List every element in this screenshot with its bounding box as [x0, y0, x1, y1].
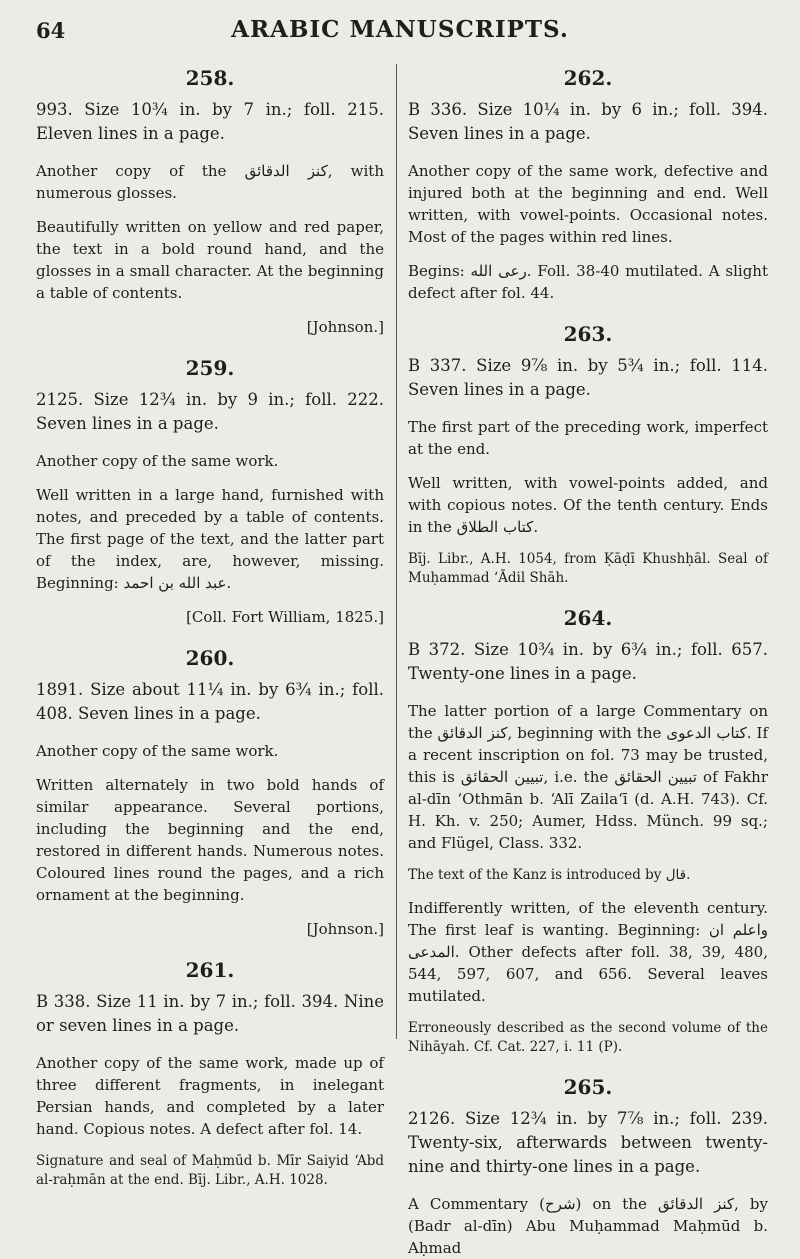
entry-note: Erroneously described as the second volume of the Nihāyah. Cf. Cat. 227, i. 11 (P). — [408, 1020, 768, 1055]
catalog-entry — [36, 958, 384, 1190]
entry-attribution: [Coll. Fort William, 1825.] — [186, 608, 384, 626]
entry-note: Signature and seal of Maḥmūd b. Mīr Saiyid ‘Abd al-raḥmān at the end. Bīj. Libr., A.H. 1028. — [36, 1153, 384, 1188]
entry-description: B 338. Size 11 in. by 7 in.; foll. 394. Nine or seven lines in a page. — [36, 992, 384, 1035]
entry-description: B 337. Size 9⅞ in. by 5¾ in.; foll. 114. Seven lines in a page. — [408, 356, 768, 399]
entry-description: 2125. Size 12¾ in. by 9 in.; foll. 222. Seven lines in a page. — [36, 390, 384, 433]
entry-description: 993. Size 10¾ in. by 7 in.; foll. 215. Eleven lines in a page. — [36, 100, 384, 143]
entry-paragraph: Written alternately in two bold hands of similar appearance. Several portions, including the beginning and the end, restored in different hands. Numerous notes. Coloured lines round the pages, and a rich ornament at the beginning. — [36, 776, 384, 904]
entry-paragraph: The first part of the preceding work, imperfect at the end. — [408, 418, 768, 458]
entry-paragraph: A Commentary (شرح) on the كنز الدقائق, by (Badr al-dīn) Abu Muḥammad Maḥmūd b. Aḥmad — [408, 1195, 768, 1257]
entry-number: 260. — [185, 646, 235, 670]
entry-number: 262. — [563, 66, 613, 90]
catalog-entry — [408, 322, 768, 588]
entry-number: 261. — [185, 958, 235, 982]
entry-description: B 372. Size 10¾ in. by 6¾ in.; foll. 657. Twenty-one lines in a page. — [408, 640, 768, 683]
column-divider — [396, 64, 397, 1039]
running-title: ARABIC MANUSCRIPTS. — [231, 16, 569, 43]
entry-paragraph: Another copy of the same work, made up of three different fragments, in inelegant Persian hands, and completed by a later hand. Copious notes. A defect after fol. 14. — [36, 1054, 384, 1138]
entry-description: 1891. Size about 11¼ in. by 6¾ in.; foll. 408. Seven lines in a page. — [36, 680, 384, 723]
entry-paragraph: Indifferently written, of the eleventh century. The first leaf is wanting. Beginning: واعلم ان المدعى. Other defects after foll. 38, 39, 480, 544, 597, 607, and 656. Several leaves mutilated. — [408, 899, 769, 1005]
entry-number: 265. — [563, 1075, 613, 1099]
catalog-entry — [408, 1075, 768, 1259]
entry-number: 258. — [185, 66, 235, 90]
page-header — [36, 14, 764, 50]
entry-paragraph: Another copy of the كنز الدقائق, with numerous glosses. — [36, 162, 384, 202]
catalog-entry — [408, 606, 768, 1057]
entry-number: 264. — [563, 606, 613, 630]
entry-note: The text of the Kanz is introduced by قال. — [408, 867, 691, 883]
entry-description: B 336. Size 10¼ in. by 6 in.; foll. 394. Seven lines in a page. — [408, 100, 768, 143]
page-number: 64 — [36, 18, 66, 43]
left-column — [36, 62, 384, 1188]
entry-paragraph: Another copy of the same work. — [36, 452, 279, 470]
catalog-entry — [36, 646, 384, 940]
entry-attribution: [Johnson.] — [306, 318, 384, 336]
entry-number: 263. — [563, 322, 613, 346]
entry-paragraph: Another copy of the same work, defective and injured both at the beginning and end. Well written, with vowel-points. Occasional notes. Most of the pages within red lines. — [408, 162, 768, 246]
entry-paragraph: The latter portion of a large Commentary on the كنز الدقائق, beginning with the كتاب الدعوى. If a recent inscription on fol. 73 may be trusted, this is تبيين الحقائق, i.e. the تبيين الحقائق of Fakhr al-dīn ‘Othmān b. ‘Alī Zaila‘ī (d. A.H. 743). Cf. H. Kh. v. 250; Aumer, Hdss. Münch. 99 sq.; and Flügel, Class. 332. — [408, 702, 768, 852]
catalog-entry — [36, 356, 384, 628]
entry-paragraph: Beautifully written on yellow and red paper, the text in a bold round hand, and the glosses in a small character. At the beginning a table of contents. — [36, 218, 384, 302]
right-column — [408, 62, 769, 1257]
entry-paragraph: Another copy of the same work. — [36, 742, 279, 760]
catalog-entry — [408, 66, 768, 304]
entry-paragraph: Well written, with vowel-points added, and with copious notes. Of the tenth century. Ends in the كتاب الطلاق. — [408, 474, 768, 536]
entry-note: Bīj. Libr., A.H. 1054, from Ḳāḍī Khushḥāl. Seal of Muḥammad ‘Ādil Shāh. — [408, 551, 768, 586]
entry-paragraph: Well written in a large hand, furnished with notes, and preceded by a table of contents. The first page of the text, and the latter part of the index, are, however, missing. Beginning: عبد الله بن احمد. — [36, 486, 384, 592]
entry-attribution: [Johnson.] — [306, 920, 384, 938]
entry-description: 2126. Size 12¾ in. by 7⅞ in.; foll. 239. Twenty-six, afterwards between twenty-nine and thirty-one lines in a page. — [408, 1109, 768, 1176]
entry-number: 259. — [185, 356, 235, 380]
entry-paragraph: Begins: رعى الله. Foll. 38-40 mutilated. A slight defect after fol. 44. — [408, 262, 768, 302]
catalog-entry — [36, 66, 384, 338]
